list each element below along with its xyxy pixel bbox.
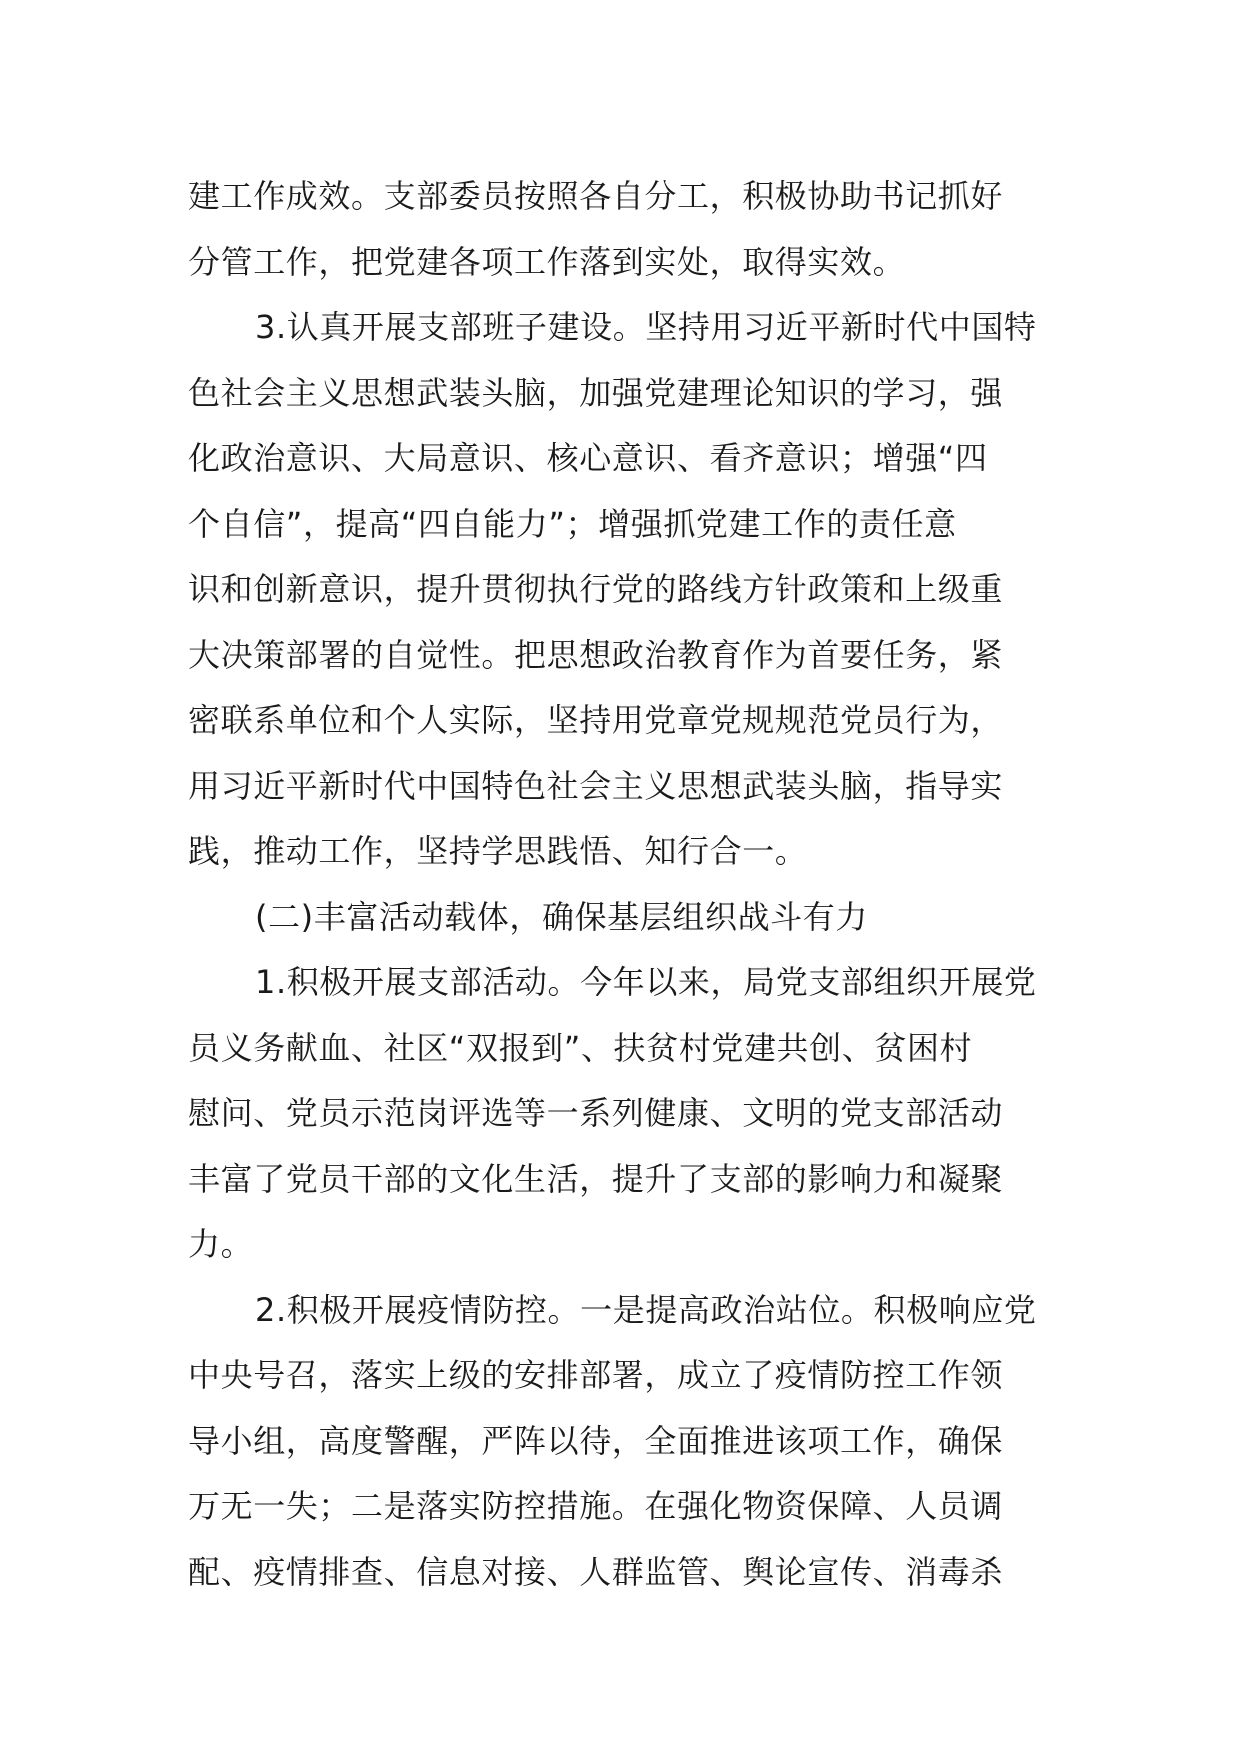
text-line: 配、疫情排查、信息对接、人群监管、舆论宣传、消毒杀 bbox=[188, 1552, 1004, 1591]
text-line: 力。 bbox=[188, 1225, 254, 1263]
text-line: 建工作成效。支部委员按照各自分工，积极协助书记抓好 bbox=[188, 177, 1004, 215]
text-line: 丰富了党员干部的文化生活，提升了支部的影响力和凝聚 bbox=[188, 1159, 1004, 1198]
text-line: 分管工作，把党建各项工作落到实处，取得实效。 bbox=[188, 242, 906, 281]
text-line: 慰问、党员示范岗评选等一系列健康、文明的党支部活动 bbox=[188, 1094, 1004, 1132]
text-line: 识和创新意识，提升贯彻执行党的路线方针政策和上级重 bbox=[188, 570, 1004, 608]
text-line: 中央号召，落实上级的安排部署，成立了疫情防控工作领 bbox=[188, 1356, 1004, 1394]
document-body bbox=[188, 164, 1064, 1605]
text-line: 大决策部署的自觉性。把思想政治教育作为首要任务，紧 bbox=[188, 635, 1004, 674]
text-line: 万无一失；二是落实防控措施。在强化物资保障、人员调 bbox=[188, 1487, 1004, 1525]
text-line: 导小组，高度警醒，严阵以待，全面推进该项工作，确保 bbox=[188, 1421, 1004, 1460]
paragraph-start-line: 2.积极开展疫情防控。一是提高政治站位。积极响应党 bbox=[255, 1290, 1037, 1329]
paragraph-start-line: 1.积极开展支部活动。今年以来，局党支部组织开展党 bbox=[255, 963, 1037, 1001]
text-line: 密联系单位和个人实际，坚持用党章党规规范党员行为， bbox=[188, 701, 1004, 739]
text-line: 践，推动工作，坚持学思践悟、知行合一。 bbox=[188, 832, 808, 870]
section-heading: (二)丰富活动载体，确保基层组织战斗有力 bbox=[255, 897, 868, 936]
paragraph-start-line: 3.认真开展支部班子建设。坚持用习近平新时代中国特 bbox=[255, 308, 1037, 346]
text-line: 员义务献血、社区“双报到”、扶贫村党建共创、贫困村 bbox=[188, 1028, 973, 1067]
text-line: 化政治意识、大局意识、核心意识、看齐意识；增强“四 bbox=[188, 439, 988, 477]
text-line: 色社会主义思想武装头脑，加强党建理论知识的学习，强 bbox=[188, 373, 1004, 412]
text-line: 用习近平新时代中国特色社会主义思想武装头脑，指导实 bbox=[188, 766, 1004, 805]
text-line: 个自信”，提高“四自能力”；增强抓党建工作的责任意 bbox=[188, 504, 957, 543]
